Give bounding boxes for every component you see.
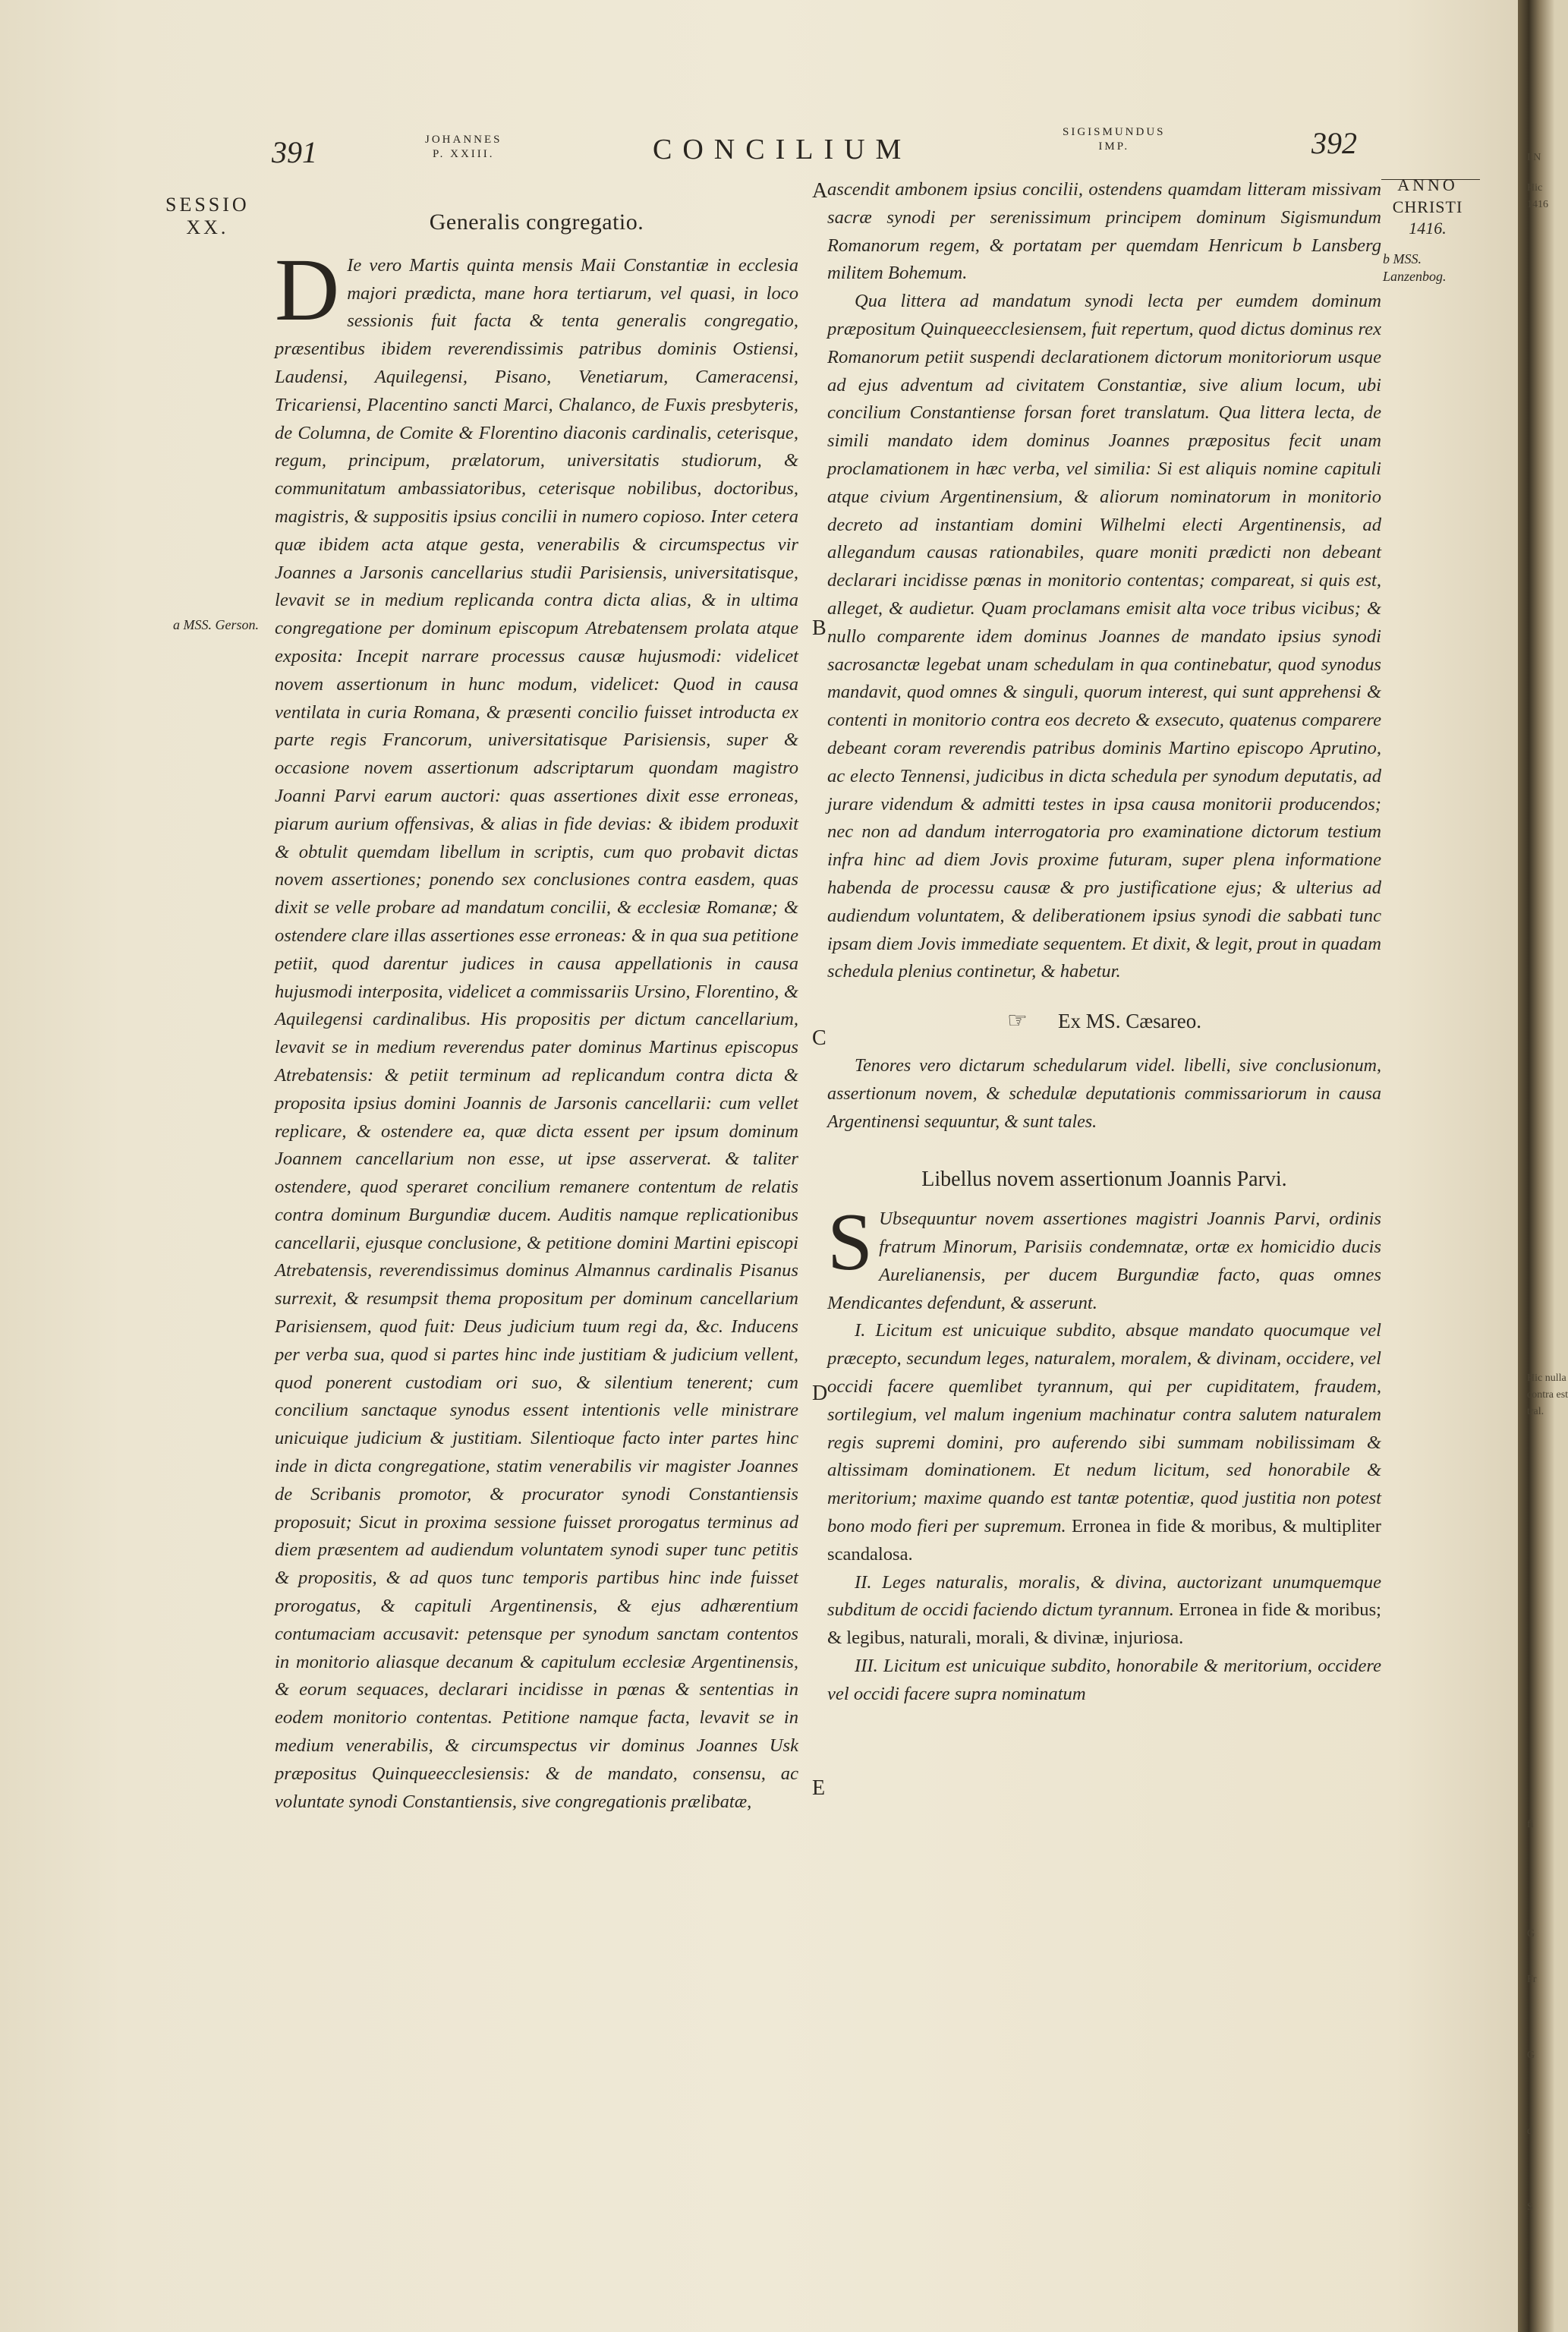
drop-cap-s: S bbox=[827, 1197, 874, 1288]
emperor-heading bbox=[1063, 125, 1166, 154]
pope-name: JOHANNES bbox=[425, 134, 502, 146]
margin-note-b: b MSS. Lanzenbog. bbox=[1383, 251, 1447, 285]
section-letter-d: D bbox=[812, 1382, 828, 1405]
assertion-1 bbox=[827, 1317, 1381, 1568]
next-page-fragment: fi bbox=[1527, 1819, 1534, 1830]
christi-label: CHRISTI bbox=[1392, 197, 1463, 216]
section-letter-e: E bbox=[812, 1776, 826, 1800]
next-page-fragment: Fr bbox=[1527, 1974, 1537, 1985]
next-page-fragment: G bbox=[1527, 1928, 1535, 1940]
right-column bbox=[827, 176, 1381, 1709]
margin-note-a: a MSS. Gerson. bbox=[173, 617, 259, 632]
next-page-fragment: d bbox=[1527, 2126, 1532, 2137]
next-page-fragment: S bbox=[1527, 2201, 1533, 2213]
next-page-fragment: tral. bbox=[1527, 1406, 1544, 1417]
ms-heading-text: Ex MS. Cæsareo. bbox=[1057, 1010, 1201, 1033]
session-number: XX. bbox=[186, 216, 229, 238]
next-page-fragment: I N bbox=[1527, 152, 1541, 163]
session-word: SESSIO bbox=[165, 194, 250, 216]
anno-box bbox=[1386, 175, 1469, 240]
left-column bbox=[275, 209, 798, 1816]
right-paragraph-4 bbox=[827, 1197, 1381, 1317]
next-page-fragment: Hic nulla bbox=[1527, 1372, 1566, 1384]
libellus-heading: Libellus novem assertionum Joannis Parvi. bbox=[921, 1168, 1287, 1192]
right-paragraph-3: Tenores vero dictarum schedularum videl. libelli, sive conclusionum, assertionum novem, & schedulæ deputationis commissariorum in causa Argentinensi sequuntur, & sunt tales. bbox=[827, 1055, 1381, 1132]
pointing-hand-icon: ☞ bbox=[1007, 1008, 1028, 1034]
pope-heading bbox=[425, 133, 502, 162]
year-label: 1416. bbox=[1409, 219, 1447, 238]
next-page-fragment: Hic bbox=[1527, 182, 1543, 194]
page-number-left: 391 bbox=[272, 135, 317, 169]
emperor-name: SIGISMUNDUS bbox=[1063, 126, 1166, 138]
page-number-right: 392 bbox=[1311, 126, 1357, 160]
next-page-fragment: 1416 bbox=[1527, 199, 1548, 210]
right-paragraph-4-text: Ubsequuntur novem assertiones magistri Joannis Parvi, ordinis fratrum Minorum, Parisiis condemnatæ, ortæ ex homicidio ducis Aurelianensis, per ducem Burgundiæ facto, quas omnes Mendicantes defendunt, & asserunt. bbox=[827, 1209, 1381, 1313]
running-title: CONCILIUM bbox=[653, 134, 912, 165]
ms-heading bbox=[827, 1007, 1381, 1035]
next-page-fragment: contra est bbox=[1527, 1389, 1568, 1401]
emperor-title: IMP. bbox=[1098, 140, 1130, 153]
session-label bbox=[165, 194, 250, 239]
drop-cap-d: D bbox=[275, 239, 340, 339]
running-head bbox=[0, 125, 1518, 171]
assertion-1-text: I. Licitum est unicuique subdito, absque mandato quocumque vel præcepto, secundum leges, naturalem, moralem, & divinam, occidere, vel occidi facere quemlibet tyrannum, qui per cupiditatem, fraudem, sortilegium, vel malum ingenium machinatur contra salutem naturalem regis supremi domini, pro auferendo sibi summam nobilissimam & altissimam dominationem. Et nedum licitum, sed honorabile & meritorium; maxime quando est tantæ potentiæ, quod justitia non potest bono modo fieri per supremum. bbox=[827, 1320, 1381, 1537]
section-letter-b: B bbox=[812, 616, 827, 640]
assertion-2-censure: Erronea in fide & moribus; & legibus, naturali, morali, & divinæ, injuriosa. bbox=[827, 1599, 1381, 1649]
left-paragraph bbox=[275, 239, 798, 1817]
right-paragraph-1: ascendit ambonem ipsius concilii, ostendens quamdam litteram missivam sacræ synodi per serenissimum principem dominum Sigismundum Romanorum regem, & portatam per quemdam Henricum b Lansberg militem Bohemum. bbox=[827, 179, 1381, 284]
next-page-edge bbox=[1525, 0, 1568, 2332]
right-paragraph-2: Qua littera ad mandatum synodi lecta per eumdem dominum præpositum Quinqueecclesiensem, fuit repertum, quod dictus dominus rex Romanorum petiit suspendi declarationem dictorum monitoriorum usque ad ejus adventum ad civitatem Constantiæ, sive alium locum, ubi concilium Constantiense forsan foret translatum. Qua littera lecta, de simili mandato idem dominus Joannes præpositus fecit unam proclamationem in hæc verba, vel similia: Si est aliquis nomine capituli atque civium Argentinensium, & aliorum nominatorum in monitorio decreto ad instantiam domini Wilhelmi electi Argentinensis, ad allegandum causas rationabiles, quare moniti prædicti non debeant declarari incidisse pœnas in monitorio contentas; compareat, si quis est, alleget, & audietur. Quam proclamans emisit alta voce tribus vicibus; & nullo comparente idem dominus Joannes de mandato ipsius synodi sacrosanctæ legebat unam schedulam in qua continebatur, quod synodus mandavit, quod omnes & singuli, quorum interest, qui sunt apprehensi & contenti in monitorio contra eos decreto & exsecuto, quatenus comparere debeant coram reverendis patribus dominis Martino episcopo Aprutino, ac electo Tennensi, judicibus in dicta schedula per synodum deputatis, ad jurare videndum & admitti testes in ipsa causa monitorii producendos; nec non ad dandum interrogatoria pro examinatione dictorum testium infra hinc ad diem Jovis proxime futuram, super plena informatione habenda de processu causæ & pro justificatione ejus; & ulterius ad audiendum voluntatem, & deliberationem ipsius synodi die sabbati tunc ipsam diem Jovis immediate sequentem. Et dixit, & legit, prout in quadam schedula plenius continetur, & habetur. bbox=[827, 291, 1381, 982]
next-page-fragment: G bbox=[1527, 2050, 1535, 2061]
anno-label: ANNO bbox=[1397, 175, 1458, 194]
assertion-2-text: II. Leges naturalis, moralis, & divina, auctorizant unumquemque subditum de occidi faciendo dictum tyrannum. bbox=[827, 1571, 1381, 1621]
assertion-3: III. Licitum est unicuique subdito, honorabile & meritorium, occidere vel occidi facere supra nominatum bbox=[827, 1656, 1381, 1704]
assertion-2 bbox=[827, 1569, 1381, 1653]
pope-number: P. XXIII. bbox=[432, 147, 495, 160]
section-heading: Generalis congregatio. bbox=[429, 210, 644, 235]
assertion-1-censure: Erronea in fide & moribus, & multipliter scandalosa. bbox=[827, 1516, 1382, 1565]
section-letter-a: A bbox=[812, 179, 828, 203]
section-letter-c: C bbox=[812, 1026, 827, 1050]
left-paragraph-text: Ie vero Martis quinta mensis Maii Constantiæ in ecclesia majori prædicta, mane hora tertiarum, vel quasi, in loco sessionis fuit facta & tenta generalis congregatio, præsentibus ibidem reverendissimis patribus dominis Ostiensi, Laudensi, Aquilegensi, Pisano, Venetiarum, Cameracensi, Tricariensi, Placentino sancti Marci, Chalanco, de Fuxis presbyteris, de Columna, de Comite & Florentino diaconis cardinalis, ceterisque, regum, principum, prælatorum, universitatis studiorum, & communitatum ambassiatoribus, ceterisque nobilibus, doctoribus, magistris, & suppositis ipsius concilii in numero copioso. Inter cetera quæ ibidem acta atque gesta, venerabilis & circumspectus vir Joannes a Jarsonis cancellarius studii Parisiensis, universitatisque, levavit se in medium replicanda contra dicta alias, & in ultima congregatione per dominum episcopum Atrebatensem prolata atque exposita: Incepit narrare processus causæ hujusmodi: videlicet novem assertionum in hunc modum, videlicet: Quod in causa ventilata in curia Romana, & præsenti concilio fuisset introducta ex parte regis Francorum, universitatisque Parisiensis, super & occasione novem assertionum adscriptarum quondam magistro Joanni Parvi earum auctori: quas assertiones dixit esse erroneas, piarum aurium offensivas, & alias in fide devias: & ibidem produxit & obtulit quemdam libellum in scriptis, cum quo probavit dictas novem assertiones; ponendo sex conclusiones contra easdem, quas dixit se velle probare ad mandatum concilii, & ecclesiæ Romanæ; & ostendere clare illas assertiones esse erroneas: & in qua sua petitione petiit, quod darentur judices in causa appellationis in causa hujusmodi interposita, videlicet a commissariis Ursino, Florentino, & Aquilegensi cardinalibus. His propositis per dictum cancellarium, levavit se in medium reverendus pater dominus Martinus episcopus Atrebatensis: & petiit terminum ad replicandum contra dicta & proposita ipsius domini Joannis de Jarsonis cancellarii: cum vellet replicare, & ostendere ea, quæ dicta essent per ipsum dominum Joannem cancellarium non esse, ut ipse asserverat. & taliter ostendere, quod speraret concilium remanere contentum de relatis contra dominum Burgundiæ ducem. Auditis namque replicationibus cancellarii, ejusque conclusione, & petitione domini Martini episcopi Atrebatensis, reverendissimus dominus Almannus cardinalis Pisanus surrexit, & resumpsit thema propositum per dominum cancellarium Parisiensem, quod fuit: Deus judicium tuum regi da, &c. Inducens per verba sua, quod si partes hinc inde justitiam & judicium vellent, quod ponerent custodiam ori suo, & silentium tenerent; cum concilium sanctaque synodus essent intentionis velle ministrare unicuique judicium & justitiam. Silentioque facto inter partes hinc inde in dicta congregatione, statim venerabilis vir magister Joannes de Scribanis promotor, & procurator synodi Constantiensis proposuit; Sicut in proxima sessione fuisset prorogatus terminus ad diem præsentem ad audiendum voluntatem synodi super tunc petitis & propositis, & ad quos tunc temporis partibus hinc inde fuisset prorogatus, & capituli Argentinensis, & ejus adhærentium contumaciam accusavit: petensque per synodum sanctam contentos in monitorio aliasque decanum & capitulum ecclesiæ Argentinensis, & eorum sequaces, declarari incidisse in pœnas & sententias in eodem monitorio contentas. Petitione namque facta, levavit se in medium venerabilis, & circumspectus vir dominus Joannes Usk præpositus Quinqueecclesiensis: & de mandato, consensu, ac voluntate synodi Constantiensis, sive congregationis prælibatæ, bbox=[275, 254, 798, 1812]
